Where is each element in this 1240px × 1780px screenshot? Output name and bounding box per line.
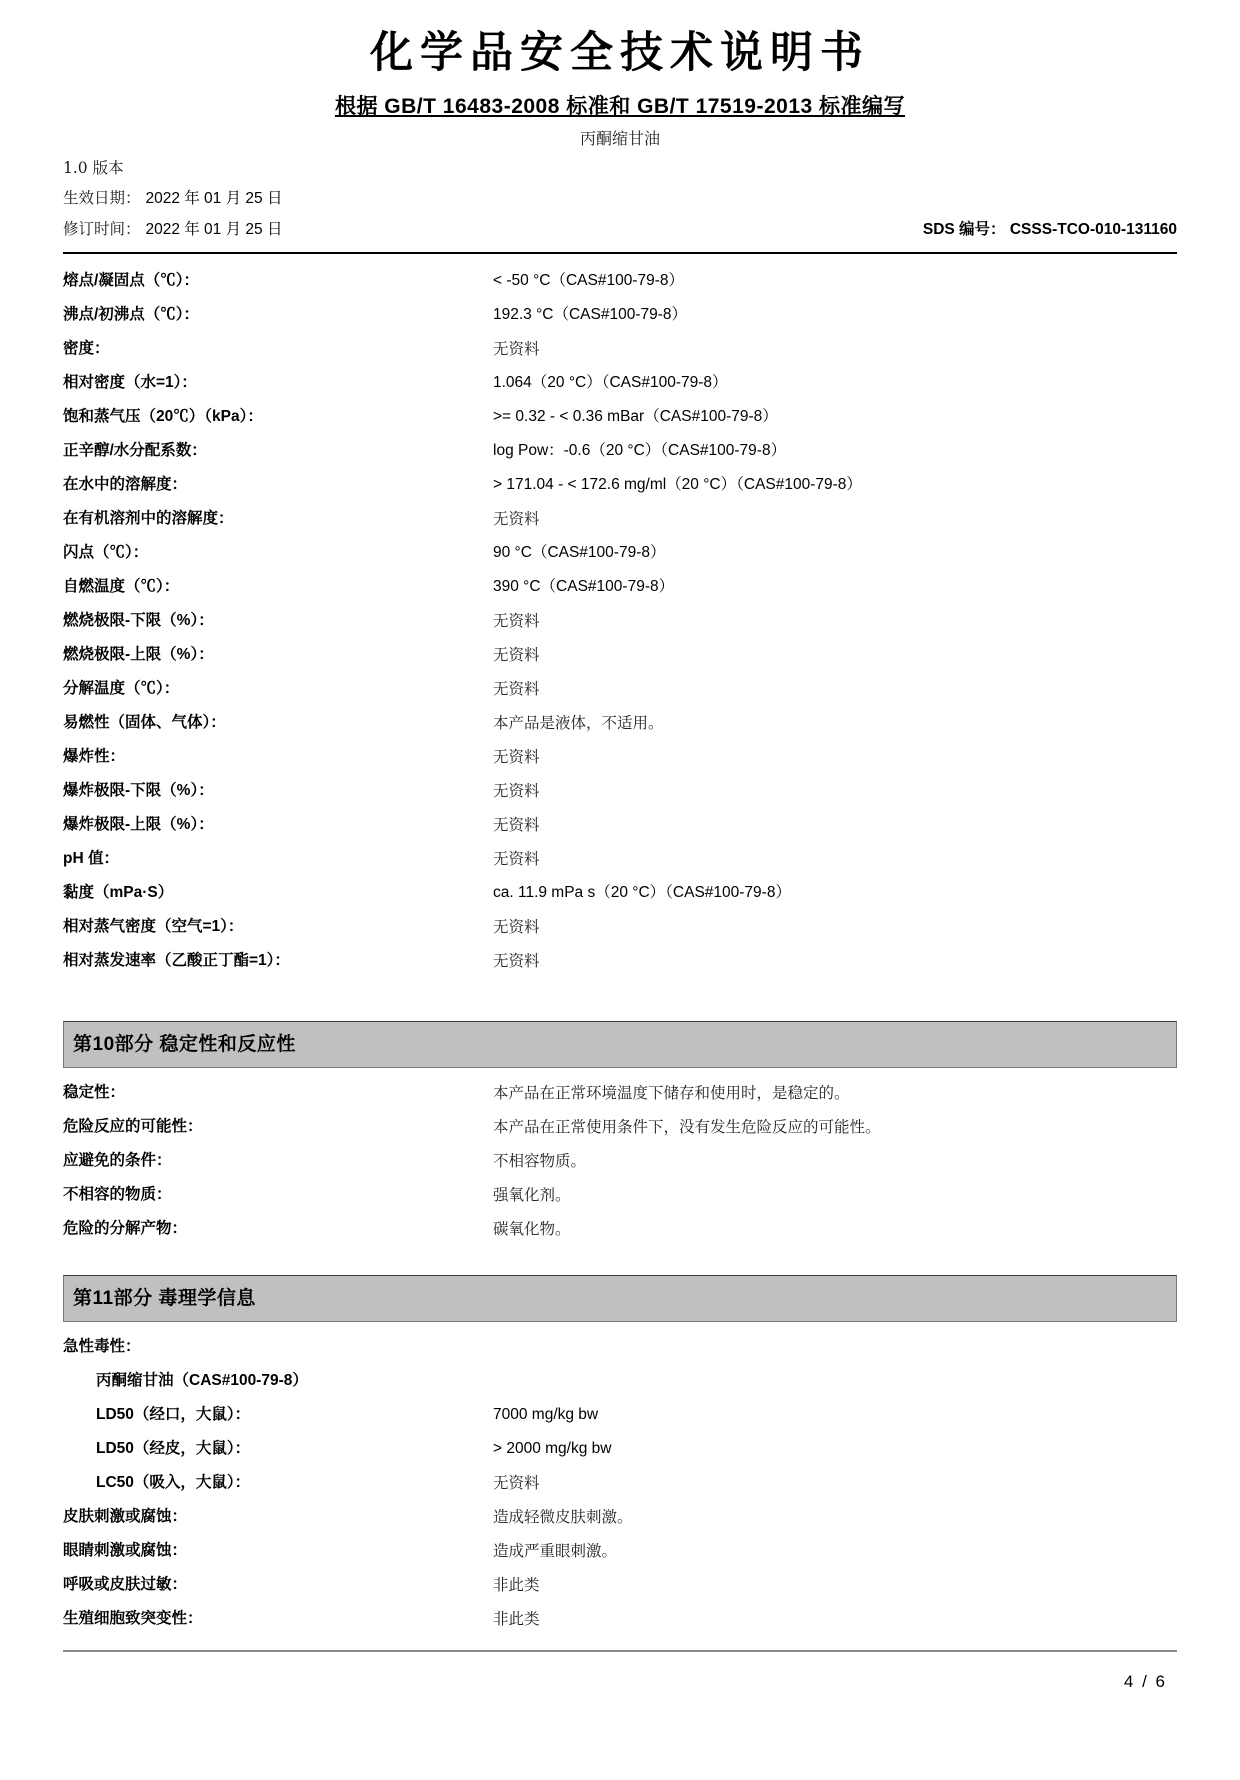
section-11-row: [63, 1568, 1177, 1602]
property-label: 在水中的溶解度：: [63, 476, 188, 493]
property-row: [63, 944, 1177, 978]
section-10-row-label: 危险反应的可能性：: [63, 1118, 203, 1135]
section-11-row-value: 7000 mg/kg bw: [493, 1406, 599, 1423]
property-row: [63, 366, 1177, 400]
property-label: 饱和蒸气压（20℃）（kPa）：: [63, 408, 263, 425]
sds-number: [923, 215, 1177, 245]
property-value: 无资料: [493, 816, 540, 834]
section-11-row-label: 眼睛刺激或腐蚀：: [63, 1542, 188, 1559]
property-row: [63, 808, 1177, 842]
section-11-row-label: 生殖细胞致突变性：: [63, 1610, 203, 1627]
section-10-row: [63, 1076, 1177, 1110]
property-label: 相对蒸发速率（乙酸正丁酯=1）：: [63, 952, 290, 969]
property-value: 无资料: [493, 952, 540, 970]
section-10-row-value: 本产品在正常使用条件下，没有发生危险反应的可能性。: [493, 1118, 881, 1136]
property-value: 无资料: [493, 918, 540, 936]
property-row: [63, 570, 1177, 604]
property-label: pH 值：: [63, 850, 119, 867]
property-value: ca. 11.9 mPa s（20 °C）（CAS#100-79-8）: [493, 884, 791, 901]
property-value: 无资料: [493, 680, 540, 698]
section-10-row-value: 不相容物质。: [493, 1152, 587, 1170]
property-row: [63, 400, 1177, 434]
section-11-row-value: 非此类: [493, 1610, 540, 1628]
property-row: [63, 502, 1177, 536]
revision-date: [63, 214, 282, 245]
property-label: 黏度（mPa·S）: [63, 884, 174, 901]
section-11-row-label: LC50（吸入，大鼠）：: [96, 1474, 251, 1491]
property-row: [63, 638, 1177, 672]
section-11-row: [63, 1500, 1177, 1534]
property-value: 无资料: [493, 612, 540, 630]
section-11-row: [63, 1398, 1177, 1432]
section-11-row: [63, 1330, 1177, 1364]
property-value: >= 0.32 - < 0.36 mBar（CAS#100-79-8）: [493, 408, 778, 425]
section-11-row-label: LD50（经皮，大鼠）：: [96, 1440, 251, 1457]
property-label: 燃烧极限-上限（%）：: [63, 646, 214, 663]
section-11-header-bar: [63, 1275, 1177, 1322]
section-10-row-label: 不相容的物质：: [63, 1186, 172, 1203]
property-label: 爆炸性：: [63, 748, 126, 765]
property-value: > 171.04 - < 172.6 mg/ml（20 °C）（CAS#100-79-8）: [493, 476, 862, 493]
property-value: 无资料: [493, 748, 540, 766]
section-11-row: [63, 1432, 1177, 1466]
section-10-row: [63, 1144, 1177, 1178]
property-label: 熔点/凝固点（℃）：: [63, 272, 200, 289]
page-title: 化学品安全技术说明书: [370, 28, 870, 78]
section-10-row-label: 应避免的条件：: [63, 1152, 172, 1169]
property-row: [63, 468, 1177, 502]
property-value: 无资料: [493, 850, 540, 868]
section-10-row-value: 强氧化剂。: [493, 1186, 571, 1204]
sds-document-page: [0, 25, 1240, 1780]
footer-divider: [63, 1650, 1177, 1652]
property-value: 无资料: [493, 340, 540, 358]
section-11-title: 第11部分 毒理学信息: [73, 1288, 256, 1309]
property-value: 90 °C（CAS#100-79-8）: [493, 544, 666, 561]
section-10-row-label: 危险的分解产物：: [63, 1220, 188, 1237]
property-label: 正辛醇/水分配系数：: [63, 442, 207, 459]
property-row: [63, 876, 1177, 910]
property-value: 无资料: [493, 510, 540, 528]
section-11-table: [63, 1330, 1177, 1636]
property-label: 沸点/初沸点（℃）：: [63, 306, 200, 323]
section-10-title: 第10部分 稳定性和反应性: [73, 1034, 296, 1055]
physical-properties-table: [63, 264, 1177, 978]
property-value: 本产品是液体，不适用。: [493, 714, 664, 732]
section-11-row-label: LD50（经口，大鼠）：: [96, 1406, 251, 1423]
property-value: 390 °C（CAS#100-79-8）: [493, 578, 675, 595]
effective-date-value: 2022 年 01 月 25 日: [145, 190, 283, 207]
property-label: 易燃性（固体、气体）：: [63, 714, 226, 731]
property-label: 在有机溶剂中的溶解度：: [63, 510, 234, 527]
property-row: [63, 910, 1177, 944]
property-row: [63, 536, 1177, 570]
section-10-row-value: 碳氧化物。: [493, 1220, 571, 1238]
standards-subtitle: 根据 GB/T 16483-2008 标准和 GB/T 17519-2013 标准编写: [334, 95, 906, 118]
property-label: 燃烧极限-下限（%）：: [63, 612, 214, 629]
property-label: 相对密度（水=1）：: [63, 374, 197, 391]
section-11-row-value: 非此类: [493, 1576, 540, 1594]
revision-date-label: 修订时间：: [63, 220, 141, 238]
section-11-row-label: 急性毒性：: [63, 1338, 141, 1355]
property-label: 相对蒸气密度（空气=1）：: [63, 918, 244, 935]
version-line: 1.0 版本: [63, 159, 124, 177]
property-label: 爆炸极限-上限（%）：: [63, 816, 214, 833]
section-11-row-value: 造成严重眼刺激。: [493, 1542, 618, 1560]
sds-number-label: SDS 编号：: [922, 221, 1006, 238]
property-row: [63, 332, 1177, 366]
product-name: 丙酮缩甘油: [579, 129, 660, 148]
section-10-row: [63, 1212, 1177, 1246]
property-value: 192.3 °C（CAS#100-79-8）: [493, 306, 688, 323]
section-11-row-value: [493, 1364, 1177, 1398]
property-value: 无资料: [493, 782, 540, 800]
section-10-table: [63, 1076, 1177, 1246]
property-label: 分解温度（℃）：: [63, 680, 180, 697]
section-10-header-bar: [63, 1021, 1177, 1068]
effective-date-line: [63, 183, 1177, 214]
property-value: < -50 °C（CAS#100-79-8）: [493, 272, 684, 289]
section-10-row: [63, 1110, 1177, 1144]
property-row: [63, 434, 1177, 468]
property-value: 1.064（20 °C）（CAS#100-79-8）: [493, 374, 728, 391]
property-row: [63, 842, 1177, 876]
page-number: 4 / 6: [1123, 1672, 1167, 1691]
section-11-row: [63, 1364, 1177, 1398]
property-row: [63, 706, 1177, 740]
property-value: log Pow：-0.6（20 °C）（CAS#100-79-8）: [493, 442, 787, 459]
property-row: [63, 672, 1177, 706]
revision-line: [63, 214, 1177, 245]
property-label: 爆炸极限-下限（%）：: [63, 782, 214, 799]
section-11-row-label: 皮肤刺激或腐蚀：: [63, 1508, 188, 1525]
property-row: [63, 740, 1177, 774]
section-11-row: [63, 1602, 1177, 1636]
section-10-row-value: 本产品在正常环境温度下储存和使用时，是稳定的。: [493, 1084, 850, 1102]
property-row: [63, 264, 1177, 298]
property-row: [63, 298, 1177, 332]
section-11-row-label: 丙酮缩甘油（CAS#100-79-8）: [96, 1372, 308, 1389]
section-11-row-value: [493, 1330, 1177, 1364]
header-divider: [63, 252, 1177, 254]
effective-date-label: 生效日期：: [63, 189, 141, 207]
property-row: [63, 604, 1177, 638]
revision-date-value: 2022 年 01 月 25 日: [145, 221, 283, 238]
property-value: 无资料: [493, 646, 540, 664]
property-label: 闪点（℃）：: [63, 544, 149, 561]
section-11-row-value: 造成轻微皮肤刺激。: [493, 1508, 633, 1526]
section-11-row-label: 呼吸或皮肤过敏：: [63, 1576, 188, 1593]
property-row: [63, 774, 1177, 808]
property-label: 自燃温度（℃）：: [63, 578, 180, 595]
section-11-row-value: 无资料: [493, 1474, 540, 1492]
property-label: 密度：: [63, 340, 110, 357]
section-11-row-value: > 2000 mg/kg bw: [493, 1440, 612, 1457]
section-10-row: [63, 1178, 1177, 1212]
section-10-row-label: 稳定性：: [63, 1084, 126, 1101]
section-11-row: [63, 1534, 1177, 1568]
sds-number-value: CSSS-TCO-010-131160: [1009, 221, 1177, 238]
section-11-row: [63, 1466, 1177, 1500]
